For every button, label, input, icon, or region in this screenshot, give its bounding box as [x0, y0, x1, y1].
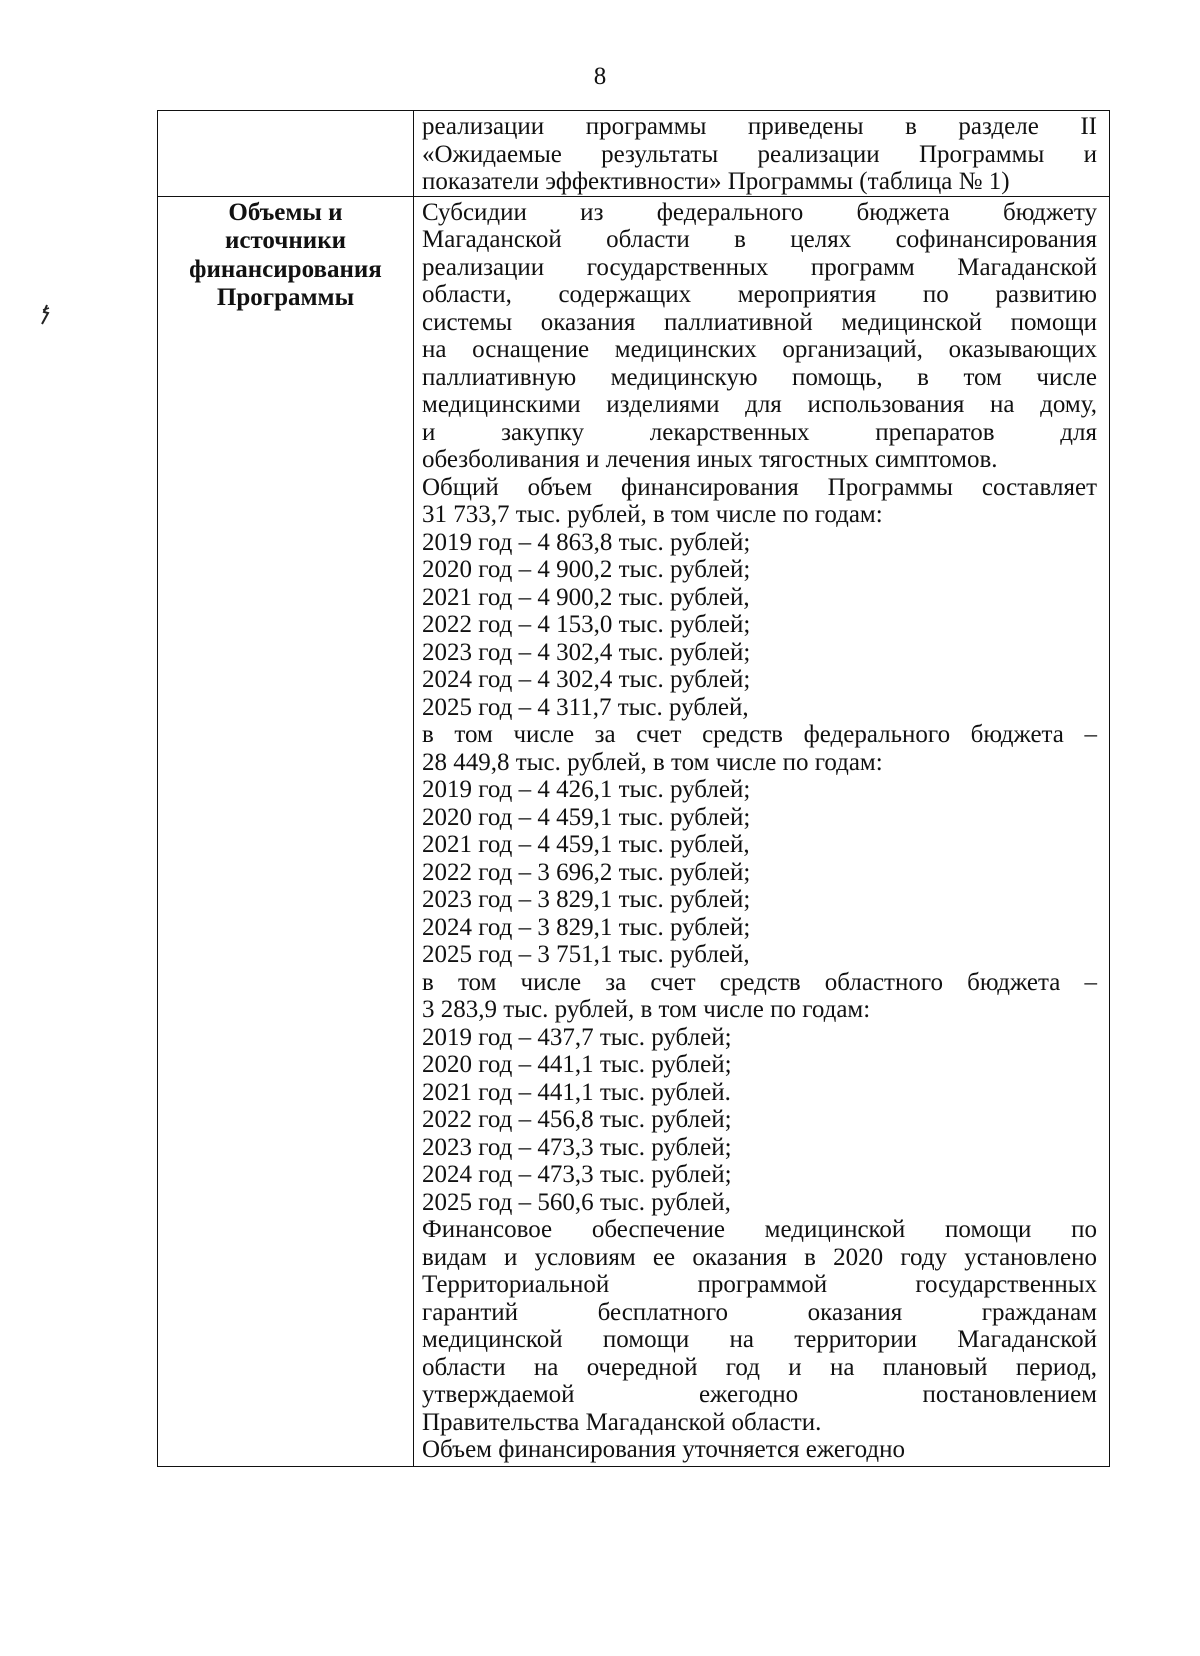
text-line: обезболивания и лечения иных тягостных симптомов. [422, 446, 998, 473]
text-line: области на очередной год и на плановый период, [422, 1353, 1097, 1381]
year-amount-line: 2022 год – 456,8 тыс. рублей; [422, 1106, 732, 1133]
text-line: видам и условиям ее оказания в 2020 году установлено [422, 1243, 1097, 1271]
text-line: Магаданской области в целях софинансирования [422, 226, 1097, 253]
section-content-cell [414, 196, 1110, 1466]
text-line: Общий объем финансирования Программы составляет [422, 473, 1097, 501]
text-line: системы оказания паллиативной медицинской помощи [422, 308, 1097, 336]
scan-mark [38, 304, 52, 326]
text-line: реализации программы приведены в разделе II [422, 113, 1097, 140]
year-amount-line: 2023 год – 3 829,1 тыс. рублей; [422, 886, 751, 913]
empty-label-cell [158, 111, 414, 197]
year-amount-line: 2022 год – 3 696,2 тыс. рублей; [422, 858, 751, 886]
text-line: реализации государственных программ Магаданской [422, 253, 1097, 281]
text-line: на оснащение медицинских организаций, оказывающих [422, 336, 1097, 363]
text-line: Правительства Магаданской области. [422, 1408, 822, 1436]
text-line: 31 733,7 тыс. рублей, в том числе по годам: [422, 501, 883, 528]
text-line: «Ожидаемые результаты реализации Программы и [422, 140, 1097, 168]
year-amount-line: 2020 год – 4 900,2 тыс. рублей; [422, 556, 751, 583]
program-passport-table [157, 110, 1110, 1467]
text-line: Финансовое обеспечение медицинской помощи по [422, 1216, 1097, 1243]
year-amount-line: 2022 год – 4 153,0 тыс. рублей; [422, 611, 751, 638]
year-amount-line: 2019 год – 4 863,8 тыс. рублей; [422, 528, 751, 556]
text-line: 3 283,9 тыс. рублей, в том числе по годам: [422, 996, 871, 1023]
page-number: 8 [593, 63, 607, 90]
label-line: источники [224, 227, 347, 254]
year-amount-line: 2019 год – 437,7 тыс. рублей; [422, 1023, 732, 1051]
section-label-cell [158, 196, 414, 1466]
label-line: Объемы и [228, 198, 343, 226]
table-row-financing [158, 196, 1110, 1466]
text-line: гарантий бесплатного оказания гражданам [422, 1298, 1097, 1326]
year-amount-line: 2021 год – 4 459,1 тыс. рублей, [422, 831, 750, 858]
year-amount-line: 2021 год – 4 900,2 тыс. рублей, [422, 583, 750, 611]
year-amount-line: 2024 год – 473,3 тыс. рублей; [422, 1161, 732, 1188]
year-amount-line: 2025 год – 4 311,7 тыс. рублей, [422, 693, 749, 721]
text-line: 28 449,8 тыс. рублей, в том числе по годам: [422, 748, 883, 776]
text-line: паллиативную медицинскую помощь, в том числе [422, 363, 1097, 391]
text-line: Субсидии из федерального бюджета бюджету [422, 198, 1097, 226]
text-line: показатели эффективности» Программы (таблица № 1) [422, 168, 1010, 195]
text-line: утверждаемой ежегодно постановлением [422, 1381, 1097, 1408]
text-line: медицинскими изделиями для использования на дому, [422, 391, 1097, 418]
continuation-cell [414, 111, 1110, 197]
text-line: в том числе за счет средств областного бюджета – [422, 968, 1097, 996]
text-line: области, содержащих мероприятия по развитию [422, 281, 1097, 308]
section-label [158, 197, 413, 313]
label-line: Программы [216, 284, 355, 311]
year-amount-line: 2024 год – 3 829,1 тыс. рублей; [422, 913, 751, 941]
year-amount-line: 2023 год – 4 302,4 тыс. рублей; [422, 638, 751, 666]
year-amount-line: 2020 год – 441,1 тыс. рублей; [422, 1051, 732, 1078]
text-line: и закупку лекарственных препаратов для [422, 418, 1097, 446]
year-amount-line: 2025 год – 3 751,1 тыс. рублей, [422, 941, 750, 968]
label-line: финансирования [189, 255, 382, 283]
year-amount-line: 2021 год – 441,1 тыс. рублей. [422, 1078, 731, 1106]
year-amount-line: 2023 год – 473,3 тыс. рублей; [422, 1133, 732, 1161]
year-amount-line: 2024 год – 4 302,4 тыс. рублей; [422, 666, 751, 693]
year-amount-line: 2020 год – 4 459,1 тыс. рублей; [422, 803, 751, 831]
text-line: в том числе за счет средств федерального бюджета – [422, 721, 1097, 748]
year-amount-line: 2025 год – 560,6 тыс. рублей, [422, 1188, 731, 1216]
text-line: Объем финансирования уточняется ежегодно [422, 1436, 905, 1463]
table-row-continuation [158, 111, 1110, 197]
text-line: Территориальной программой государственных [422, 1271, 1097, 1298]
text-line: медицинской помощи на территории Магаданской [422, 1326, 1097, 1353]
year-amount-line: 2019 год – 4 426,1 тыс. рублей; [422, 776, 751, 803]
